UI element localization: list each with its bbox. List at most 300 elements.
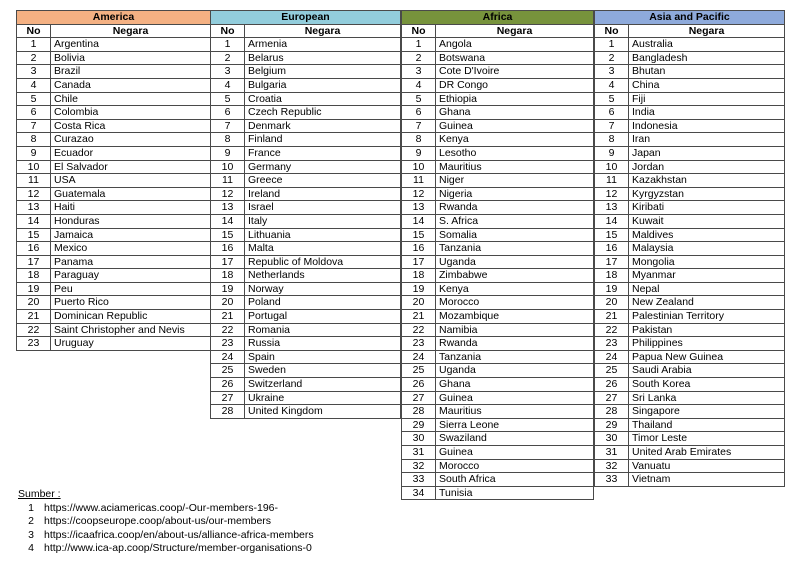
row-number: 14 <box>595 214 629 228</box>
row-number: 24 <box>402 350 436 364</box>
row-number: 23 <box>211 337 245 351</box>
row-number: 25 <box>402 364 436 378</box>
row-number: 22 <box>17 323 51 337</box>
country-name: Ecuador <box>51 146 211 160</box>
source-url: https://www.aciamericas.coop/-Our-members-196- <box>44 501 278 514</box>
table-row <box>17 146 211 160</box>
table-row <box>17 92 211 106</box>
row-number: 11 <box>595 174 629 188</box>
table-row <box>595 160 785 174</box>
country-name: Niger <box>436 174 594 188</box>
table-row <box>402 106 594 120</box>
country-name: Zimbabwe <box>436 269 594 283</box>
row-number: 28 <box>595 405 629 419</box>
row-number: 26 <box>211 378 245 392</box>
table-row <box>402 473 594 487</box>
country-table <box>210 10 401 419</box>
country-name: Nepal <box>629 282 785 296</box>
country-name: Belarus <box>245 51 401 65</box>
country-name: Tunisia <box>436 486 594 500</box>
country-name: Bangladesh <box>629 51 785 65</box>
country-name: Angola <box>436 38 594 52</box>
row-number: 21 <box>402 310 436 324</box>
row-number: 5 <box>402 92 436 106</box>
table-row <box>17 38 211 52</box>
table-row <box>211 255 401 269</box>
country-name: South Africa <box>436 473 594 487</box>
table-row <box>402 78 594 92</box>
row-number: 31 <box>595 446 629 460</box>
table-row <box>595 38 785 52</box>
table-row <box>211 106 401 120</box>
region-title: Asia and Pacific <box>595 11 785 25</box>
country-name: Jamaica <box>51 228 211 242</box>
row-number: 18 <box>17 269 51 283</box>
row-number: 22 <box>402 323 436 337</box>
country-name: United Kingdom <box>245 405 401 419</box>
country-name: DR Congo <box>436 78 594 92</box>
country-name: Singapore <box>629 405 785 419</box>
row-number: 4 <box>17 78 51 92</box>
country-name: Sweden <box>245 364 401 378</box>
row-number: 5 <box>211 92 245 106</box>
row-number: 9 <box>402 146 436 160</box>
table-row <box>595 146 785 160</box>
row-number: 28 <box>402 405 436 419</box>
row-number: 19 <box>402 282 436 296</box>
country-name: Finland <box>245 133 401 147</box>
country-name: Haiti <box>51 201 211 215</box>
row-number: 22 <box>211 323 245 337</box>
row-number: 6 <box>595 106 629 120</box>
country-name: Somalia <box>436 228 594 242</box>
row-number: 34 <box>402 486 436 500</box>
table-row <box>402 282 594 296</box>
table-row <box>402 160 594 174</box>
table-row <box>595 133 785 147</box>
row-number: 29 <box>595 418 629 432</box>
country-name: Tanzania <box>436 350 594 364</box>
country-name: France <box>245 146 401 160</box>
table-row <box>595 106 785 120</box>
row-number: 3 <box>17 65 51 79</box>
row-number: 2 <box>211 51 245 65</box>
table-row <box>211 146 401 160</box>
row-number: 20 <box>17 296 51 310</box>
table-row <box>402 323 594 337</box>
no-column-header: No <box>211 24 245 38</box>
row-number: 23 <box>595 337 629 351</box>
country-name: Paraguay <box>51 269 211 283</box>
source-number: 3 <box>28 528 34 541</box>
table-row <box>595 446 785 460</box>
table-row <box>211 323 401 337</box>
table-row <box>211 78 401 92</box>
region-table <box>401 10 594 500</box>
row-number: 16 <box>17 242 51 256</box>
table-row <box>402 405 594 419</box>
table-row <box>595 391 785 405</box>
country-name: Morocco <box>436 459 594 473</box>
table-row <box>595 323 785 337</box>
table-row <box>595 459 785 473</box>
row-number: 6 <box>17 106 51 120</box>
country-name: Spain <box>245 350 401 364</box>
row-number: 29 <box>402 418 436 432</box>
country-name: United Arab Emirates <box>629 446 785 460</box>
table-row <box>402 174 594 188</box>
country-name: Morocco <box>436 296 594 310</box>
row-number: 10 <box>17 160 51 174</box>
table-row <box>595 282 785 296</box>
table-row <box>211 228 401 242</box>
row-number: 14 <box>211 214 245 228</box>
table-row <box>17 201 211 215</box>
table-row <box>595 78 785 92</box>
country-name: Bhutan <box>629 65 785 79</box>
table-row <box>211 201 401 215</box>
country-name: Myanmar <box>629 269 785 283</box>
row-number: 13 <box>17 201 51 215</box>
row-number: 12 <box>595 187 629 201</box>
country-name: Kuwait <box>629 214 785 228</box>
table-row <box>17 242 211 256</box>
table-row <box>211 337 401 351</box>
table-row <box>17 269 211 283</box>
region-title: Africa <box>402 11 594 25</box>
row-number: 10 <box>402 160 436 174</box>
table-row <box>402 51 594 65</box>
country-name: Republic of Moldova <box>245 255 401 269</box>
table-row <box>211 51 401 65</box>
row-number: 30 <box>402 432 436 446</box>
source-item <box>18 502 314 516</box>
row-number: 18 <box>402 269 436 283</box>
table-row <box>595 364 785 378</box>
row-number: 26 <box>402 378 436 392</box>
country-name: Rwanda <box>436 201 594 215</box>
table-row <box>595 65 785 79</box>
table-row <box>402 446 594 460</box>
country-name: Armenia <box>245 38 401 52</box>
country-name: Malta <box>245 242 401 256</box>
country-name: Croatia <box>245 92 401 106</box>
table-row <box>211 38 401 52</box>
region-title: European <box>211 11 401 25</box>
table-row <box>17 65 211 79</box>
country-name: Bulgaria <box>245 78 401 92</box>
row-number: 8 <box>402 133 436 147</box>
row-number: 19 <box>211 282 245 296</box>
row-number: 17 <box>17 255 51 269</box>
country-name: Peu <box>51 282 211 296</box>
table-row <box>402 296 594 310</box>
row-number: 20 <box>402 296 436 310</box>
row-number: 25 <box>211 364 245 378</box>
country-name: Thailand <box>629 418 785 432</box>
table-row <box>595 255 785 269</box>
table-row <box>211 269 401 283</box>
country-name: Netherlands <box>245 269 401 283</box>
table-row <box>211 242 401 256</box>
row-number: 11 <box>17 174 51 188</box>
row-number: 22 <box>595 323 629 337</box>
country-name: Palestinian Territory <box>629 310 785 324</box>
country-name: Timor Leste <box>629 432 785 446</box>
table-row <box>402 337 594 351</box>
row-number: 15 <box>211 228 245 242</box>
table-row <box>211 92 401 106</box>
row-number: 18 <box>211 269 245 283</box>
country-table <box>594 10 785 487</box>
table-row <box>402 459 594 473</box>
country-name: Chile <box>51 92 211 106</box>
country-name: Vanuatu <box>629 459 785 473</box>
country-name: Jordan <box>629 160 785 174</box>
country-name: Honduras <box>51 214 211 228</box>
country-name: S. Africa <box>436 214 594 228</box>
row-number: 13 <box>211 201 245 215</box>
country-name: USA <box>51 174 211 188</box>
row-number: 20 <box>211 296 245 310</box>
country-table <box>16 10 211 351</box>
country-name: Mozambique <box>436 310 594 324</box>
row-number: 15 <box>402 228 436 242</box>
row-number: 32 <box>595 459 629 473</box>
country-name: Guinea <box>436 119 594 133</box>
row-number: 21 <box>211 310 245 324</box>
row-number: 5 <box>595 92 629 106</box>
negara-column-header: Negara <box>629 24 785 38</box>
source-url: https://icaafrica.coop/en/about-us/alliance-africa-members <box>44 528 314 541</box>
country-name: Belgium <box>245 65 401 79</box>
table-row <box>211 133 401 147</box>
row-number: 24 <box>211 350 245 364</box>
table-row <box>402 214 594 228</box>
table-row <box>595 214 785 228</box>
table-row <box>17 228 211 242</box>
row-number: 1 <box>17 38 51 52</box>
country-name: Greece <box>245 174 401 188</box>
row-number: 15 <box>595 228 629 242</box>
row-number: 16 <box>211 242 245 256</box>
country-name: Rwanda <box>436 337 594 351</box>
country-name: Lithuania <box>245 228 401 242</box>
country-table <box>401 10 594 500</box>
row-number: 16 <box>595 242 629 256</box>
row-number: 7 <box>211 119 245 133</box>
row-number: 9 <box>17 146 51 160</box>
row-number: 1 <box>595 38 629 52</box>
row-number: 23 <box>17 337 51 351</box>
region-table <box>16 10 211 351</box>
table-row <box>595 228 785 242</box>
country-name: Costa Rica <box>51 119 211 133</box>
row-number: 20 <box>595 296 629 310</box>
table-row <box>402 310 594 324</box>
row-number: 2 <box>17 51 51 65</box>
table-row <box>595 174 785 188</box>
country-name: Puerto Rico <box>51 296 211 310</box>
row-number: 25 <box>595 364 629 378</box>
country-name: Indonesia <box>629 119 785 133</box>
table-row <box>595 201 785 215</box>
region-table <box>210 10 401 419</box>
sources-section <box>18 488 314 556</box>
source-item <box>18 515 314 529</box>
country-name: Czech Republic <box>245 106 401 120</box>
country-name: Mongolia <box>629 255 785 269</box>
row-number: 7 <box>595 119 629 133</box>
country-name: Saudi Arabia <box>629 364 785 378</box>
country-name: Kiribati <box>629 201 785 215</box>
row-number: 17 <box>595 255 629 269</box>
country-name: Iran <box>629 133 785 147</box>
row-number: 5 <box>17 92 51 106</box>
source-item <box>18 542 314 556</box>
no-column-header: No <box>402 24 436 38</box>
table-row <box>595 51 785 65</box>
table-row <box>211 405 401 419</box>
row-number: 4 <box>402 78 436 92</box>
table-row <box>595 269 785 283</box>
row-number: 11 <box>211 174 245 188</box>
country-name: El Salvador <box>51 160 211 174</box>
country-name: Ireland <box>245 187 401 201</box>
country-name: Kyrgyzstan <box>629 187 785 201</box>
row-number: 28 <box>211 405 245 419</box>
country-name: Mexico <box>51 242 211 256</box>
table-row <box>17 119 211 133</box>
country-name: Romania <box>245 323 401 337</box>
table-row <box>17 133 211 147</box>
country-name: Guinea <box>436 446 594 460</box>
table-row <box>595 432 785 446</box>
row-number: 3 <box>402 65 436 79</box>
table-row <box>211 378 401 392</box>
table-row <box>595 296 785 310</box>
source-number: 1 <box>28 501 34 514</box>
row-number: 3 <box>595 65 629 79</box>
table-row <box>402 378 594 392</box>
row-number: 1 <box>211 38 245 52</box>
table-row <box>211 391 401 405</box>
table-row <box>595 418 785 432</box>
country-name: Swaziland <box>436 432 594 446</box>
table-row <box>402 432 594 446</box>
country-name: Saint Christopher and Nevis <box>51 323 211 337</box>
row-number: 17 <box>211 255 245 269</box>
country-name: Switzerland <box>245 378 401 392</box>
row-number: 11 <box>402 174 436 188</box>
table-row <box>17 282 211 296</box>
country-name: Uganda <box>436 364 594 378</box>
negara-column-header: Negara <box>245 24 401 38</box>
table-row <box>402 92 594 106</box>
country-name: Colombia <box>51 106 211 120</box>
table-row <box>402 187 594 201</box>
table-row <box>17 255 211 269</box>
row-number: 14 <box>402 214 436 228</box>
table-row <box>402 242 594 256</box>
table-row <box>402 486 594 500</box>
table-row <box>211 160 401 174</box>
country-name: Papua New Guinea <box>629 350 785 364</box>
source-url: http://www.ica-ap.coop/Structure/member-organisations-0 <box>44 542 312 555</box>
row-number: 13 <box>402 201 436 215</box>
country-name: South Korea <box>629 378 785 392</box>
table-row <box>595 242 785 256</box>
table-row <box>211 310 401 324</box>
row-number: 27 <box>402 391 436 405</box>
country-name: Mauritius <box>436 405 594 419</box>
row-number: 8 <box>17 133 51 147</box>
table-row <box>402 269 594 283</box>
country-name: Fiji <box>629 92 785 106</box>
table-row <box>17 174 211 188</box>
table-row <box>402 119 594 133</box>
source-number: 2 <box>28 515 34 528</box>
row-number: 33 <box>402 473 436 487</box>
country-name: Ukraine <box>245 391 401 405</box>
country-name: Germany <box>245 160 401 174</box>
table-row <box>211 350 401 364</box>
source-number: 4 <box>28 542 34 555</box>
country-name: Kenya <box>436 133 594 147</box>
row-number: 27 <box>595 391 629 405</box>
row-number: 6 <box>211 106 245 120</box>
row-number: 21 <box>17 310 51 324</box>
table-row <box>402 133 594 147</box>
row-number: 6 <box>402 106 436 120</box>
row-number: 9 <box>211 146 245 160</box>
table-row <box>211 187 401 201</box>
row-number: 21 <box>595 310 629 324</box>
table-row <box>17 310 211 324</box>
country-name: Curazao <box>51 133 211 147</box>
country-name: Uganda <box>436 255 594 269</box>
row-number: 19 <box>595 282 629 296</box>
country-name: Philippines <box>629 337 785 351</box>
country-name: Botswana <box>436 51 594 65</box>
country-name: Sierra Leone <box>436 418 594 432</box>
region-table <box>594 10 785 487</box>
row-number: 26 <box>595 378 629 392</box>
country-name: Brazil <box>51 65 211 79</box>
row-number: 31 <box>402 446 436 460</box>
table-row <box>402 201 594 215</box>
table-row <box>211 119 401 133</box>
country-name: Malaysia <box>629 242 785 256</box>
country-name: Canada <box>51 78 211 92</box>
country-name: China <box>629 78 785 92</box>
table-row <box>595 92 785 106</box>
row-number: 4 <box>211 78 245 92</box>
table-row <box>211 65 401 79</box>
negara-column-header: Negara <box>51 24 211 38</box>
country-name: Sri Lanka <box>629 391 785 405</box>
country-name: Pakistan <box>629 323 785 337</box>
row-number: 10 <box>595 160 629 174</box>
row-number: 32 <box>402 459 436 473</box>
table-row <box>402 350 594 364</box>
table-row <box>17 51 211 65</box>
no-column-header: No <box>595 24 629 38</box>
country-name: Norway <box>245 282 401 296</box>
table-row <box>17 296 211 310</box>
row-number: 24 <box>595 350 629 364</box>
row-number: 4 <box>595 78 629 92</box>
